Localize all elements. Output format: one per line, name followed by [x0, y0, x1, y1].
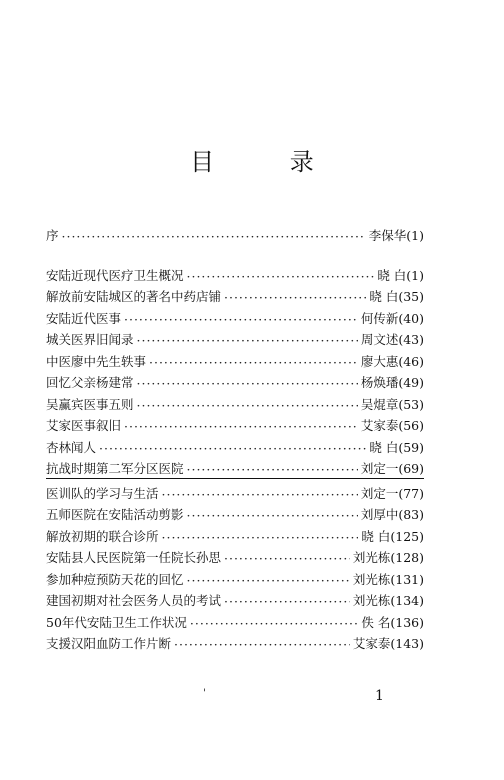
- toc-entry: [46, 545, 424, 567]
- page-number: 1: [375, 688, 384, 704]
- entry-title: 序: [46, 227, 59, 243]
- toc-entry: [46, 434, 424, 456]
- leader-dots: [137, 333, 358, 348]
- entry-author-page: 廖大惠(46): [360, 353, 424, 369]
- entry-title: 中医廖中先生轶事: [46, 353, 147, 369]
- entry-title: 医训队的学习与生活: [46, 485, 159, 501]
- entry-title: 建国初期对社会医务人员的考试: [46, 593, 222, 608]
- entry-title: 参加种痘预防天花的回忆: [46, 571, 184, 587]
- toc-section-preface: [46, 222, 424, 244]
- toc-entry: [46, 609, 424, 631]
- leader-dots: [162, 530, 359, 545]
- stray-mark: ': [203, 688, 206, 699]
- leader-dots: [224, 551, 350, 566]
- entry-author-page: 刘定一(77): [360, 485, 424, 501]
- entry-author-page: 佚 名(136): [361, 614, 424, 630]
- leader-dots: [124, 312, 358, 327]
- entry-title: 解放前安陆城区的著名中药店铺: [46, 289, 222, 304]
- leader-dots: [174, 637, 350, 652]
- leader-dots: [187, 573, 350, 588]
- entry-title: 五师医院在安陆活动剪影: [46, 507, 184, 522]
- entry-author-page: 晓 白(35): [369, 289, 424, 304]
- entry-author-page: 晓 白(1): [377, 267, 424, 283]
- leader-dots: [62, 229, 366, 244]
- toc-entry: [46, 480, 424, 502]
- entry-author-page: 晓 白(125): [361, 528, 424, 544]
- entry-title: 安陆县人民医院第一任院长孙思: [46, 550, 222, 565]
- entry-author-page: 刘光栋(134): [352, 593, 424, 608]
- leader-dots: [137, 398, 358, 413]
- leader-dots: [187, 508, 358, 523]
- toc-entry: [46, 370, 424, 392]
- entry-title: 城关医界旧闻录: [46, 332, 134, 347]
- toc-entry: [46, 502, 424, 524]
- entry-title: 安陆近代医事: [46, 310, 122, 326]
- entry-title: 回忆父亲杨建常: [46, 375, 134, 390]
- entry-author-page: 李保华(1): [368, 227, 424, 243]
- entry-author-page: 晓 白(59): [369, 439, 424, 455]
- page-title: 目 录: [190, 148, 348, 176]
- leader-dots: [162, 487, 358, 502]
- leader-dots: [224, 594, 350, 609]
- toc-entry: [46, 456, 424, 478]
- entry-author-page: 刘光栋(131): [352, 571, 424, 587]
- entry-title: 吴赢宾医事五则: [46, 396, 134, 412]
- toc-entry: [46, 566, 424, 588]
- entry-title: 安陆近现代医疗卫生概况: [46, 267, 184, 283]
- entry-author-page: 吴焜章(53): [360, 396, 424, 412]
- leader-dots: [124, 419, 358, 434]
- leader-dots: [187, 269, 375, 284]
- toc-entry: [46, 413, 424, 435]
- entry-title: 杏林闻人: [46, 439, 97, 455]
- toc-entry: [46, 348, 424, 370]
- toc-entry: [46, 284, 424, 306]
- toc-entry: [46, 391, 424, 413]
- entry-author-page: 何传新(40): [360, 310, 424, 326]
- entry-title: 抗战时期第二军分区医院: [46, 461, 184, 476]
- leader-dots: [137, 376, 358, 391]
- toc-entry: [46, 262, 424, 284]
- entry-author-page: 刘定一(69): [360, 461, 424, 476]
- entry-author-page: 杨焕璠(49): [360, 375, 424, 390]
- toc-entry: [46, 222, 424, 244]
- entry-title: 支援汉阳血防工作片断: [46, 636, 172, 651]
- entry-author-page: 周文述(43): [360, 332, 424, 347]
- leader-dots: [190, 616, 359, 631]
- entry-title: 解放初期的联合诊所: [46, 528, 159, 544]
- toc-entry: [46, 588, 424, 610]
- toc-entry: [46, 305, 424, 327]
- entry-author-page: 刘光栋(128): [352, 550, 424, 565]
- entry-author-page: 艾家泰(143): [352, 636, 424, 651]
- horizontal-rule: [46, 478, 424, 479]
- leader-dots: [187, 462, 358, 477]
- entry-title: 50年代安陆卫生工作状况: [46, 614, 187, 630]
- entry-title: 艾家医事叙旧: [46, 418, 122, 433]
- leader-dots: [224, 290, 366, 305]
- toc-entry: [46, 327, 424, 349]
- toc-entry: [46, 631, 424, 653]
- entry-author-page: 刘厚中(83): [360, 507, 424, 522]
- entry-author-page: 艾家泰(56): [360, 418, 424, 433]
- leader-dots: [99, 441, 366, 456]
- leader-dots: [149, 355, 358, 370]
- toc-section-postliberation: [46, 523, 424, 652]
- toc-section-modern: [46, 262, 424, 523]
- toc-entry: [46, 523, 424, 545]
